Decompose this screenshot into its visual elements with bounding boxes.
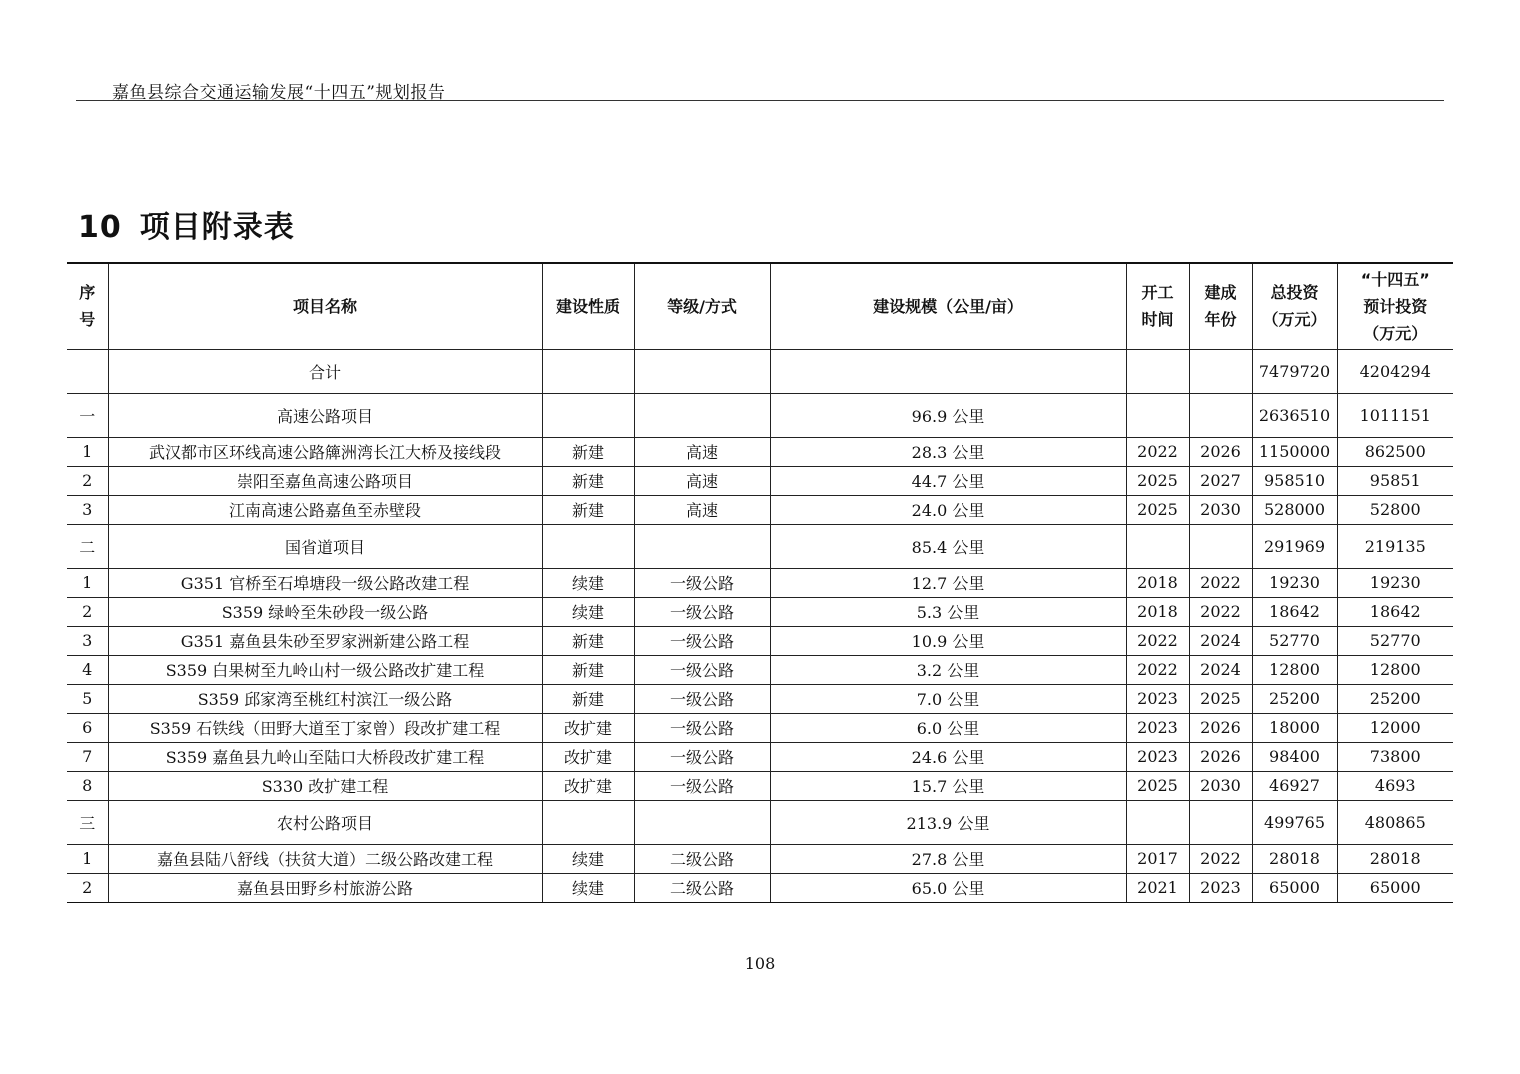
cell-start-year: 2025 [1126, 771, 1189, 800]
cell-project-name: G351 官桥至石埠塘段一级公路改建工程 [108, 568, 542, 597]
cell-start-year [1126, 800, 1189, 844]
cell-seq: 4 [67, 655, 108, 684]
cell-grade: 高速 [634, 495, 770, 524]
header-line: 项目名称 [292, 296, 357, 316]
cell-completion-year: 2024 [1189, 626, 1252, 655]
header-line: 建设性质 [555, 296, 620, 316]
cell-start-year: 2017 [1126, 844, 1189, 873]
section-number: 10 [78, 210, 122, 245]
cell-construction-type: 新建 [542, 466, 634, 495]
cell-seq: 1 [67, 568, 108, 597]
cell-total-investment: 28018 [1252, 844, 1337, 873]
cell-seq: 2 [67, 466, 108, 495]
cell-total-investment: 1150000 [1252, 437, 1337, 466]
cell-construction-type: 续建 [542, 568, 634, 597]
cell-scale: 27.8 公里 [770, 844, 1126, 873]
header-line: 序 [79, 283, 96, 303]
cell-seq: 5 [67, 684, 108, 713]
cell-seq [67, 349, 108, 393]
cell-project-name: 江南高速公路嘉鱼至赤壁段 [108, 495, 542, 524]
table-body [67, 349, 1453, 902]
cell-project-name: S330 改扩建工程 [108, 771, 542, 800]
table-row [67, 437, 1453, 466]
cell-total-investment: 2636510 [1252, 393, 1337, 437]
cell-scale: 44.7 公里 [770, 466, 1126, 495]
cell-scale: 24.0 公里 [770, 495, 1126, 524]
cell-seq: 2 [67, 873, 108, 902]
table-row [67, 844, 1453, 873]
header-line: 建成 [1204, 283, 1237, 303]
cell-scale: 12.7 公里 [770, 568, 1126, 597]
cell-completion-year: 2026 [1189, 742, 1252, 771]
cell-total-investment: 291969 [1252, 524, 1337, 568]
cell-scale: 3.2 公里 [770, 655, 1126, 684]
cell-grade: 一级公路 [634, 626, 770, 655]
cell-grade: 一级公路 [634, 568, 770, 597]
table-row [67, 655, 1453, 684]
cell-scale: 24.6 公里 [770, 742, 1126, 771]
cell-start-year: 2018 [1126, 597, 1189, 626]
cell-scale: 15.7 公里 [770, 771, 1126, 800]
table-row [67, 742, 1453, 771]
cell-project-name: S359 白果树至九岭山村一级公路改扩建工程 [108, 655, 542, 684]
cell-plan-investment: 4693 [1337, 771, 1453, 800]
cell-project-name: 合计 [108, 349, 542, 393]
cell-seq: 6 [67, 713, 108, 742]
cell-construction-type: 新建 [542, 655, 634, 684]
cell-total-investment: 958510 [1252, 466, 1337, 495]
cell-scale: 10.9 公里 [770, 626, 1126, 655]
cell-completion-year: 2022 [1189, 568, 1252, 597]
cell-grade [634, 393, 770, 437]
cell-start-year [1126, 524, 1189, 568]
cell-project-name: 国省道项目 [108, 524, 542, 568]
cell-total-investment: 52770 [1252, 626, 1337, 655]
cell-total-investment: 25200 [1252, 684, 1337, 713]
grade-header [634, 263, 770, 349]
cell-plan-investment: 18642 [1337, 597, 1453, 626]
table-header-row [67, 263, 1453, 349]
cell-plan-investment: 862500 [1337, 437, 1453, 466]
cell-completion-year [1189, 349, 1252, 393]
cell-grade: 一级公路 [634, 655, 770, 684]
completion-year-header [1189, 263, 1252, 349]
cell-start-year: 2018 [1126, 568, 1189, 597]
cell-construction-type: 改扩建 [542, 771, 634, 800]
section-title [78, 202, 295, 246]
cell-seq: 7 [67, 742, 108, 771]
cell-total-investment: 18642 [1252, 597, 1337, 626]
cell-project-name: S359 邱家湾至桃红村滨江一级公路 [108, 684, 542, 713]
cell-construction-type: 新建 [542, 684, 634, 713]
scale-header [770, 263, 1126, 349]
cell-scale: 7.0 公里 [770, 684, 1126, 713]
cell-grade: 一级公路 [634, 771, 770, 800]
table-row [67, 597, 1453, 626]
seq-header [67, 263, 108, 349]
cell-total-investment: 98400 [1252, 742, 1337, 771]
cell-project-name: G351 嘉鱼县朱砂至罗家洲新建公路工程 [108, 626, 542, 655]
cell-plan-investment: 19230 [1337, 568, 1453, 597]
cell-start-year: 2023 [1126, 684, 1189, 713]
cell-plan-investment: 1011151 [1337, 393, 1453, 437]
cell-grade: 一级公路 [634, 597, 770, 626]
cell-plan-investment: 28018 [1337, 844, 1453, 873]
cell-total-investment: 528000 [1252, 495, 1337, 524]
cell-scale: 96.9 公里 [770, 393, 1126, 437]
cell-plan-investment: 95851 [1337, 466, 1453, 495]
cell-grade: 高速 [634, 437, 770, 466]
cell-plan-investment: 65000 [1337, 873, 1453, 902]
cell-completion-year [1189, 524, 1252, 568]
cell-construction-type [542, 349, 634, 393]
page-number: 108 [744, 954, 776, 973]
category-row [67, 393, 1453, 437]
header-line: （万元） [1363, 323, 1428, 343]
cell-construction-type [542, 393, 634, 437]
cell-construction-type: 新建 [542, 626, 634, 655]
cell-start-year: 2022 [1126, 437, 1189, 466]
cell-seq: 一 [67, 393, 108, 437]
cell-completion-year: 2025 [1189, 684, 1252, 713]
cell-completion-year: 2023 [1189, 873, 1252, 902]
cell-project-name: 崇阳至嘉鱼高速公路项目 [108, 466, 542, 495]
cell-grade: 一级公路 [634, 684, 770, 713]
cell-completion-year: 2026 [1189, 713, 1252, 742]
project-name-header [108, 263, 542, 349]
cell-seq: 二 [67, 524, 108, 568]
cell-plan-investment: 4204294 [1337, 349, 1453, 393]
cell-start-year: 2022 [1126, 626, 1189, 655]
header-line: 总投资 [1270, 283, 1319, 303]
cell-plan-investment: 25200 [1337, 684, 1453, 713]
cell-completion-year: 2022 [1189, 597, 1252, 626]
cell-project-name: 农村公路项目 [108, 800, 542, 844]
cell-total-investment: 499765 [1252, 800, 1337, 844]
plan-investment-header [1337, 263, 1453, 349]
cell-grade: 一级公路 [634, 742, 770, 771]
cell-scale: 213.9 公里 [770, 800, 1126, 844]
cell-total-investment: 18000 [1252, 713, 1337, 742]
cell-project-name: S359 石铁线（田野大道至丁家曾）段改扩建工程 [108, 713, 542, 742]
header-line: 等级/方式 [667, 296, 737, 316]
table-row [67, 495, 1453, 524]
header-line: 开工 [1141, 283, 1174, 303]
cell-plan-investment: 52800 [1337, 495, 1453, 524]
cell-total-investment: 46927 [1252, 771, 1337, 800]
cell-construction-type: 续建 [542, 873, 634, 902]
cell-project-name: S359 嘉鱼县九岭山至陆口大桥段改扩建工程 [108, 742, 542, 771]
cell-start-year [1126, 393, 1189, 437]
construction-type-header [542, 263, 634, 349]
cell-seq: 8 [67, 771, 108, 800]
table-row [67, 626, 1453, 655]
cell-seq: 3 [67, 495, 108, 524]
cell-seq: 2 [67, 597, 108, 626]
cell-total-investment: 12800 [1252, 655, 1337, 684]
cell-grade [634, 800, 770, 844]
cell-scale: 28.3 公里 [770, 437, 1126, 466]
cell-start-year: 2022 [1126, 655, 1189, 684]
table-row [67, 568, 1453, 597]
cell-completion-year [1189, 800, 1252, 844]
section-title-text: 项目附录表 [139, 210, 295, 245]
cell-construction-type [542, 800, 634, 844]
cell-start-year: 2021 [1126, 873, 1189, 902]
cell-start-year: 2025 [1126, 495, 1189, 524]
cell-total-investment: 65000 [1252, 873, 1337, 902]
cell-plan-investment: 219135 [1337, 524, 1453, 568]
cell-scale: 85.4 公里 [770, 524, 1126, 568]
cell-plan-investment: 73800 [1337, 742, 1453, 771]
cell-completion-year: 2027 [1189, 466, 1252, 495]
cell-grade: 一级公路 [634, 713, 770, 742]
cell-completion-year: 2022 [1189, 844, 1252, 873]
header-line: 建设规模（公里/亩） [873, 296, 1023, 316]
cell-seq: 1 [67, 844, 108, 873]
cell-completion-year: 2030 [1189, 495, 1252, 524]
cell-total-investment: 19230 [1252, 568, 1337, 597]
cell-plan-investment: 12000 [1337, 713, 1453, 742]
cell-grade [634, 349, 770, 393]
cell-start-year: 2023 [1126, 742, 1189, 771]
cell-project-name: 嘉鱼县田野乡村旅游公路 [108, 873, 542, 902]
total-row [67, 349, 1453, 393]
header-line: 号 [79, 310, 96, 330]
cell-seq: 三 [67, 800, 108, 844]
cell-grade [634, 524, 770, 568]
cell-grade: 二级公路 [634, 873, 770, 902]
cell-completion-year: 2026 [1189, 437, 1252, 466]
cell-project-name: 武汉都市区环线高速公路簰洲湾长江大桥及接线段 [108, 437, 542, 466]
cell-start-year: 2023 [1126, 713, 1189, 742]
total-investment-header [1252, 263, 1337, 349]
cell-construction-type [542, 524, 634, 568]
cell-plan-investment: 480865 [1337, 800, 1453, 844]
cell-grade: 高速 [634, 466, 770, 495]
cell-project-name: 高速公路项目 [108, 393, 542, 437]
header-line: （万元） [1262, 310, 1327, 330]
header-line: “十四五” [1360, 269, 1430, 289]
cell-seq: 3 [67, 626, 108, 655]
category-row [67, 524, 1453, 568]
cell-scale: 6.0 公里 [770, 713, 1126, 742]
cell-construction-type: 续建 [542, 844, 634, 873]
cell-completion-year: 2024 [1189, 655, 1252, 684]
cell-plan-investment: 52770 [1337, 626, 1453, 655]
header-divider [76, 100, 1444, 101]
cell-construction-type: 改扩建 [542, 713, 634, 742]
table-row [67, 771, 1453, 800]
cell-start-year: 2025 [1126, 466, 1189, 495]
cell-grade: 二级公路 [634, 844, 770, 873]
project-appendix-table [67, 262, 1453, 903]
cell-construction-type: 续建 [542, 597, 634, 626]
cell-construction-type: 改扩建 [542, 742, 634, 771]
cell-completion-year: 2030 [1189, 771, 1252, 800]
table-row [67, 684, 1453, 713]
start-year-header [1126, 263, 1189, 349]
table-row [67, 713, 1453, 742]
cell-scale [770, 349, 1126, 393]
cell-project-name: 嘉鱼县陆八舒线（扶贫大道）二级公路改建工程 [108, 844, 542, 873]
category-row [67, 800, 1453, 844]
cell-scale: 65.0 公里 [770, 873, 1126, 902]
table-row [67, 873, 1453, 902]
cell-construction-type: 新建 [542, 437, 634, 466]
table-row [67, 466, 1453, 495]
header-line: 年份 [1204, 310, 1237, 330]
header-line: 预计投资 [1363, 296, 1428, 316]
cell-total-investment: 7479720 [1252, 349, 1337, 393]
header-line: 时间 [1141, 310, 1174, 330]
cell-scale: 5.3 公里 [770, 597, 1126, 626]
running-header: 嘉鱼县综合交通运输发展“十四五”规划报告 [112, 83, 446, 103]
cell-completion-year [1189, 393, 1252, 437]
cell-project-name: S359 绿岭至朱砂段一级公路 [108, 597, 542, 626]
cell-construction-type: 新建 [542, 495, 634, 524]
cell-seq: 1 [67, 437, 108, 466]
cell-plan-investment: 12800 [1337, 655, 1453, 684]
cell-start-year [1126, 349, 1189, 393]
